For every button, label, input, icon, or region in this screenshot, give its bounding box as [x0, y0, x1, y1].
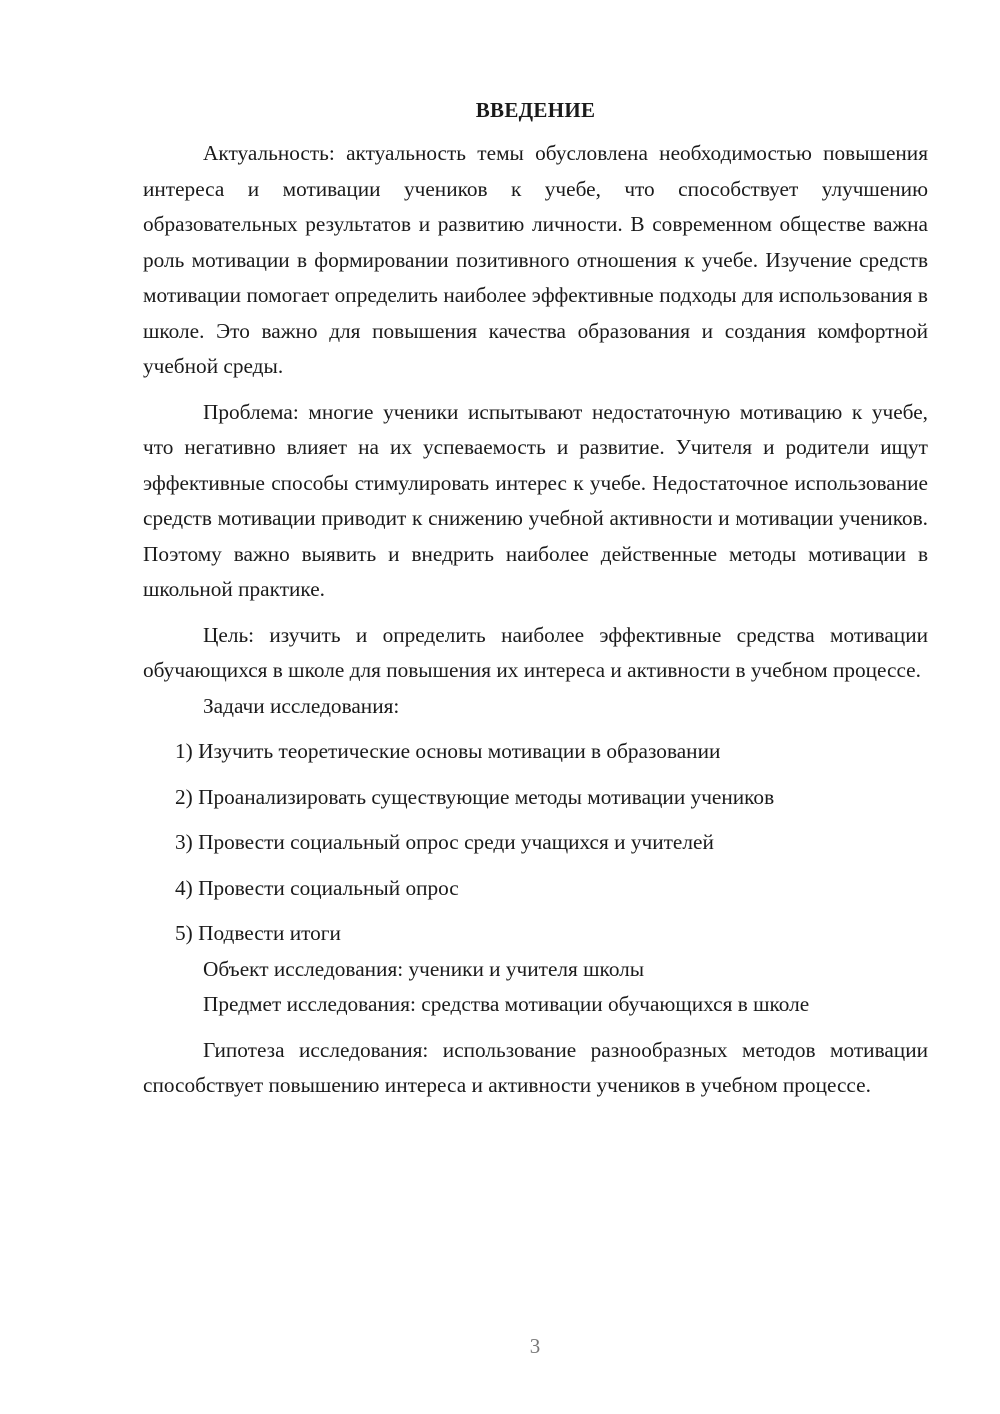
paragraph-relevance: Актуальность: актуальность темы обусловлена необходимостью повышения интереса и мотивации учеников к учебе, что способствует улучшению образовательных результатов и развитию личности. В современном обществе важна роль мотивации в формировании позитивного отношения к учебе. Изучение средств мотивации помогает определить наиболее эффективные подходы для использования в школе. Это важно для повышения качества образования и создания комфортной учебной среды. — [143, 141, 928, 378]
paragraph-goal: Цель: изучить и определить наиболее эффективные средства мотивации обучающихся в школе для повышения их интереса и активности в учебном процессе. — [143, 622, 928, 682]
list-item: 4) Провести социальный опрос — [175, 875, 459, 900]
list-item: 1) Изучить теоретические основы мотивации в образовании — [175, 739, 721, 763]
list-item: 5) Подвести итоги — [175, 921, 341, 945]
list-item: 2) Проанализировать существующие методы мотивации учеников — [175, 784, 775, 809]
paragraph-problem: Проблема: многие ученики испытывают недостаточную мотивацию к учебе, что негативно влияет на их успеваемость и развитие. Учителя и родители ищут эффективные способы стимулировать интерес к учебе. Недостаточное использование средств мотивации приводит к снижению учебной активности и мотивации учеников. Поэтому важно выявить и внедрить наиболее действенные методы мотивации в школьной практике. — [143, 399, 928, 601]
paragraph-subject: Предмет исследования: средства мотивации обучающихся в школе — [203, 992, 810, 1016]
tasks-title: Задачи исследования: — [203, 693, 400, 718]
tasks-list — [143, 734, 928, 952]
page-number: 3 — [529, 1334, 541, 1358]
paragraph-hypothesis: Гипотеза исследования: использование разнообразных методов мотивации способствует повышению интереса и активности учеников в учебном процессе. — [143, 1037, 928, 1097]
list-item: 3) Провести социальный опрос среди учащихся и учителей — [175, 830, 714, 854]
section-heading: ВВЕДЕНИЕ — [475, 98, 596, 122]
paragraph-object: Объект исследования: ученики и учителя школы — [203, 956, 645, 981]
page-content — [143, 92, 928, 1104]
